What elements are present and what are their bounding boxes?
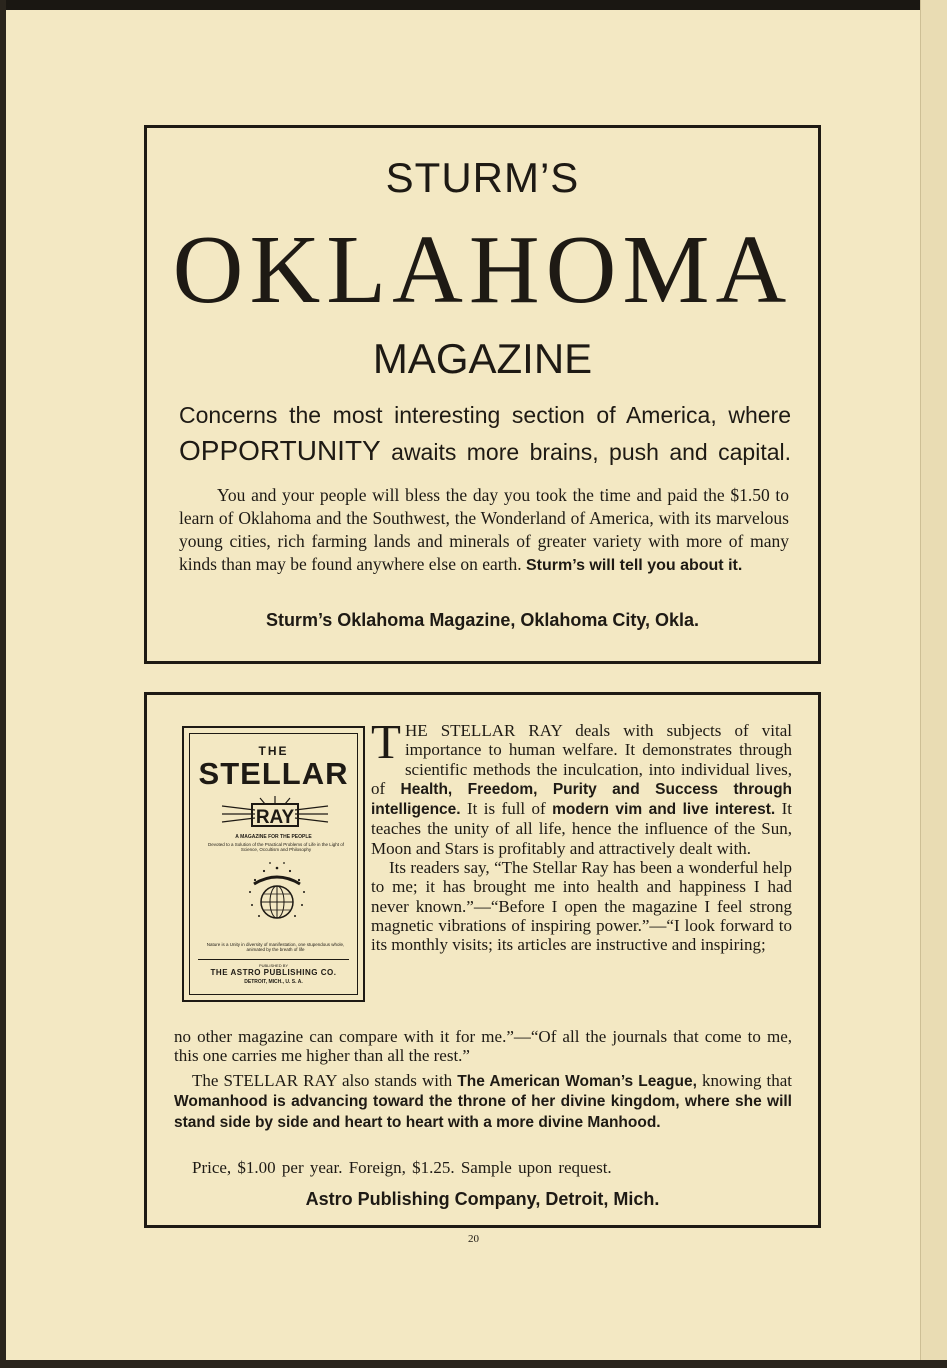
ad-title-main: OKLAHOMA — [172, 216, 793, 324]
cover-ray-emblem — [220, 796, 330, 832]
tagline-line2: awaits more brains, push and capital. — [391, 439, 792, 465]
para3 — [174, 1071, 792, 1132]
para2-top: Its readers say, “The Stellar Ray has been a wonderful help to me; it has brought me into health and happiness I had never known.”—“Before I open the magazine I feel strong magnetic vibrations of inspiring power.”—“I look forward to its monthly visits; its articles are instructive and inspiring; — [371, 858, 792, 955]
cover-the: THE — [258, 744, 289, 758]
ad-body: You and your people will bless the day you took the time and paid the $1.50 to learn of Oklahoma and the Southwest, the Wonderland of America, with its marvelous young cities, rich farming lands and minerals of greater variety with more of many kinds than may be found anywhere else on earth. — [179, 485, 789, 574]
cover-stellar: STELLAR — [198, 756, 349, 791]
page-number: 20 — [468, 1233, 479, 1245]
cover-motto: Nature is a Unity in diversity of manifestation, one stupendous whole, animated by the breath of life — [206, 942, 345, 952]
scan-edge-top — [0, 0, 947, 10]
para3-b: knowing that — [701, 1071, 793, 1090]
ad-tagline — [179, 398, 791, 470]
scan-edge-bottom — [0, 1360, 947, 1368]
sturms-oklahoma-ad — [144, 125, 821, 664]
ad-title-bottom: MAGAZINE — [372, 335, 593, 382]
magazine-cover-image — [182, 726, 365, 1002]
cover-publisher: THE ASTRO PUBLISHING CO. — [210, 968, 337, 977]
adjacent-page-edge — [920, 0, 947, 1368]
ad-body-bold: Sturm’s will tell you about it. — [525, 557, 743, 574]
price-line: Price, $1.00 per year. Foreign, $1.25. Sample upon request. — [192, 1158, 612, 1177]
ad-footer: Astro Publishing Company, Detroit, Mich. — [305, 1189, 660, 1209]
drop-cap: T — [371, 714, 401, 769]
para1-b: It is full of — [467, 799, 546, 819]
para1-bold2: modern vim and live interest. — [552, 801, 776, 819]
cover-devoted-text: Devoted to a Solution of the Practical Problems of Life in the Light of Science, Occultism and Philosophy — [207, 842, 345, 852]
para1-a: HE STELLAR RAY deals with subjects of vital importance to human welfare. It demonstrates through scientific methods the inculcation, into individual lives, of — [371, 721, 792, 798]
cover-inner-frame — [189, 733, 358, 995]
ad-title-top: STURM’S — [385, 154, 580, 201]
para2-continued: no other magazine can compare with it for me.”—“Of all the journals that come to me, this one carries me higher than all the rest.” — [174, 1027, 792, 1066]
para1-c: It teaches the unity of all life, hence the influence of the Sun, Moon and Stars is profitably and attractively dealt with. — [371, 799, 792, 858]
cover-magazine-for: A MAGAZINE FOR THE PEOPLE — [235, 834, 312, 840]
para3-bold1: The American Woman’s League, — [457, 1073, 697, 1090]
para3-bold2: Womanhood is advancing toward the throne of her divine kingdom, where she will stand side by side and heart to heart with a more divine Manhood. — [174, 1093, 792, 1131]
stellar-ray-ad — [144, 692, 821, 1228]
ad-text-column — [371, 714, 793, 955]
ad-footer: Sturm’s Oklahoma Magazine, Oklahoma City, Okla. — [265, 610, 700, 630]
ad-body-text — [179, 484, 789, 577]
cover-city: DETROIT, MICH., U. S. A. — [244, 979, 303, 985]
tagline-opportunity: OPPORTUNITY — [179, 435, 381, 466]
cover-published-by: PUBLISHED BY — [258, 963, 289, 968]
cover-ray-text: RAY — [255, 807, 295, 828]
tagline-line1: Concerns the most interesting section of America, where — [179, 402, 791, 428]
para1-bold1: Health, Freedom, Purity and Success through intelligence. — [371, 780, 793, 819]
para3-a: The STELLAR RAY also stands with — [192, 1071, 453, 1090]
scan-edge-left — [0, 0, 6, 1368]
globe-icon — [242, 860, 312, 932]
cover-rule — [198, 959, 349, 960]
